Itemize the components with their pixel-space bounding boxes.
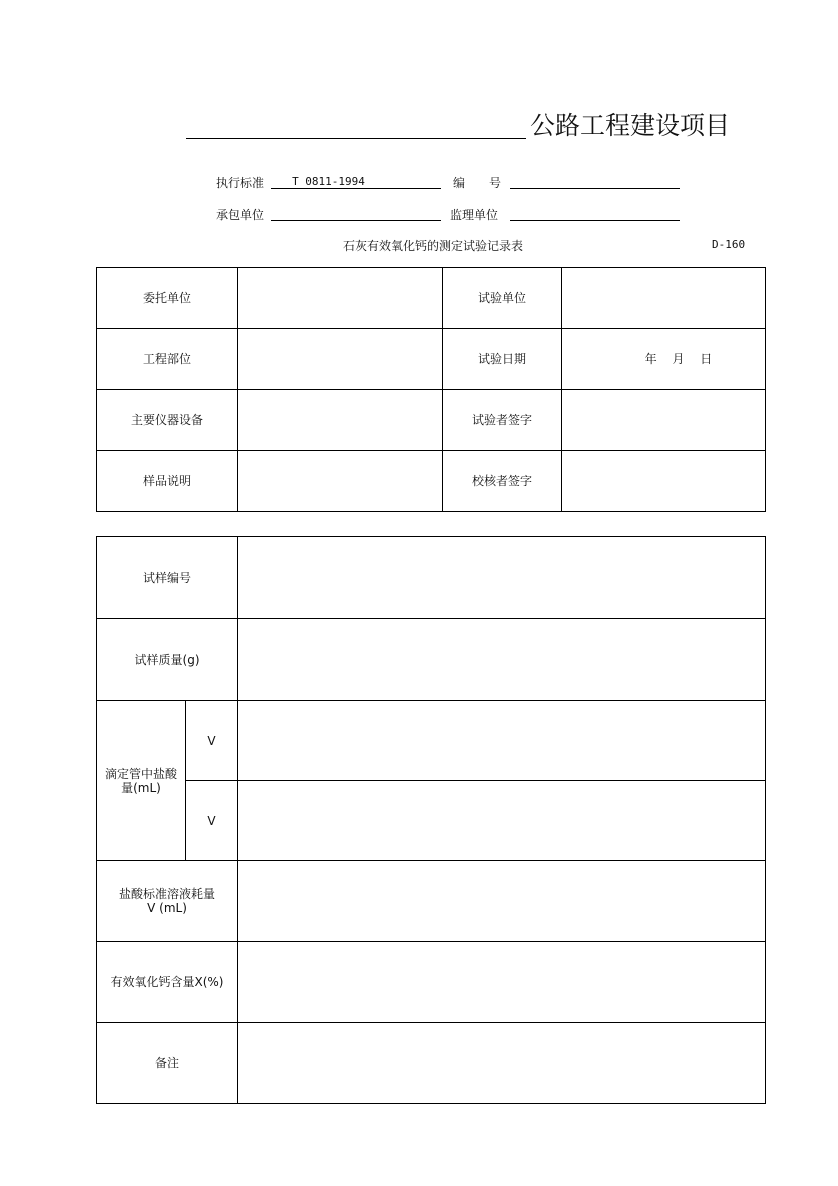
project-part-label: 工程部位 [97, 329, 238, 390]
test-unit-field[interactable] [562, 268, 766, 329]
checker-sign-label: 校核者签字 [443, 451, 562, 512]
standard-line [271, 188, 441, 189]
checker-sign-field[interactable] [562, 451, 766, 512]
info-table [96, 267, 766, 512]
remarks-label: 备注 [97, 1023, 238, 1104]
test-date-label: 试验日期 [443, 329, 562, 390]
form-code: D-160 [712, 238, 746, 251]
sample-mass-field[interactable] [238, 619, 766, 701]
sample-desc-field[interactable] [238, 451, 443, 512]
number-field[interactable] [510, 188, 680, 189]
v1-field[interactable] [238, 701, 766, 781]
supervisor-field[interactable] [510, 220, 680, 221]
v2-field[interactable] [238, 781, 766, 861]
project-title: 公路工程建设项目 [530, 111, 731, 140]
cao-content-label: 有效氧化钙含量X(%) [97, 942, 238, 1023]
standard-value[interactable]: T 0811-1994 [292, 175, 365, 188]
number-label: 编 号 [453, 176, 502, 190]
project-part-field[interactable] [238, 329, 443, 390]
v2-label: V [186, 781, 238, 861]
equipment-label: 主要仪器设备 [97, 390, 238, 451]
sample-desc-label: 样品说明 [97, 451, 238, 512]
client-field[interactable] [238, 268, 443, 329]
supervisor-label: 监理单位 [450, 208, 499, 222]
hcl-consumption-label: 盐酸标准溶液耗量V (mL) [97, 861, 238, 942]
remarks-field[interactable] [238, 1023, 766, 1104]
hcl-consumption-field[interactable] [238, 861, 766, 942]
test-unit-label: 试验单位 [443, 268, 562, 329]
contractor-label: 承包单位 [216, 208, 265, 222]
tester-sign-label: 试验者签字 [443, 390, 562, 451]
form-title: 石灰有效氧化钙的测定试验记录表 [343, 239, 524, 253]
data-table [96, 536, 766, 1104]
v1-label: V [186, 701, 238, 781]
tester-sign-field[interactable] [562, 390, 766, 451]
sample-mass-label: 试样质量(g) [97, 619, 238, 701]
standard-label: 执行标准 [216, 176, 265, 190]
client-label: 委托单位 [97, 268, 238, 329]
project-name-line[interactable] [186, 138, 526, 139]
burette-hcl-label: 滴定管中盐酸量(mL) [97, 701, 186, 861]
sample-no-field[interactable] [238, 537, 766, 619]
equipment-field[interactable] [238, 390, 443, 451]
test-date-field[interactable]: 年 月 日 [562, 329, 766, 390]
contractor-field[interactable] [271, 220, 441, 221]
sample-no-label: 试样编号 [97, 537, 238, 619]
cao-content-field[interactable] [238, 942, 766, 1023]
